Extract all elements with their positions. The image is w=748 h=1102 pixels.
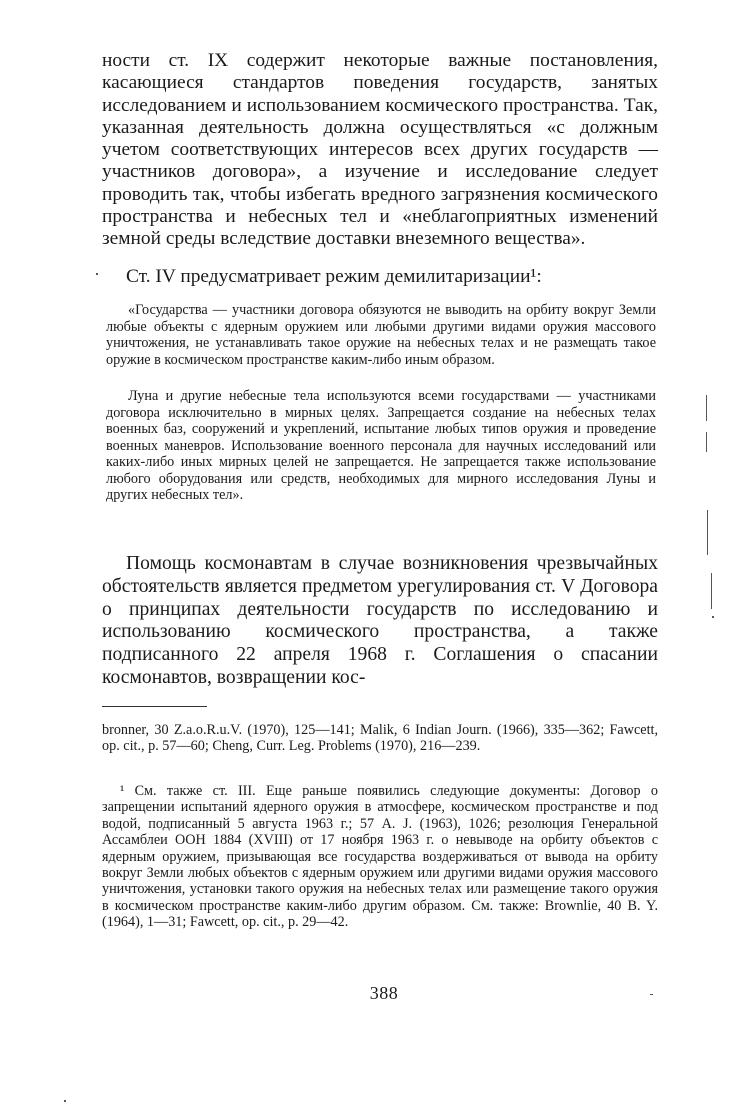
footnote-separator bbox=[102, 706, 207, 707]
margin-mark bbox=[96, 273, 98, 275]
quote-text: «Государства — участники договора обязуются не выводить на орбиту вокруг Земли любые объекты с ядерным оружием или любыми другими видами оружия массового уничтожения, не устанавливать такое оружие на небесных телах и не размещать такое оружие в космическом пространстве каким-либо иным образом. bbox=[106, 302, 656, 368]
footnote-text: bronner, 30 Z.a.o.R.u.V. (1970), 125—141; Malik, 6 Indian Journ. (1966), 335—362; Fawcett, op. cit., p. 57—60; Cheng, Curr. Leg. Problems (1970), 216—239. bbox=[102, 722, 658, 755]
paragraph-text: Ст. IV предусматривает режим демилитаризации¹: bbox=[126, 266, 542, 287]
margin-mark bbox=[707, 510, 708, 555]
paragraph-text: ности ст. IX содержит некоторые важные постановления, касающиеся стандартов поведения государств, занятых исследованием и использованием космического пространства. Так, указанная деятельность должна осуществляться «с должным учетом соответствующих интересов всех других государств — участников договора», а изучение и исследование следует проводить так, чтобы избегать вредного загрязнения космического пространства и небесных тел и «неблагоприятных изменений земной среды вследствие доставки внеземного вещества». bbox=[102, 50, 658, 250]
block-quote-2 bbox=[106, 388, 656, 504]
body-paragraph-2 bbox=[102, 266, 658, 288]
quote-text: Луна и другие небесные тела используются всеми государствами — участниками договора исключительно в мирных целях. Запрещается создание на небесных телах военных баз, сооружений и укреплений, испытание любых типов оружия и проведение военных маневров. Использование военного персонала для научных исследований или каких-либо иных мирных целей не запрещается. Не запрещается также использование любого оборудования или средств, необходимых для мирного исследования Луны и других небесных тел». bbox=[106, 388, 656, 503]
margin-mark bbox=[706, 395, 707, 421]
margin-mark bbox=[650, 994, 653, 995]
body-paragraph-1 bbox=[102, 50, 658, 251]
page-number: 388 bbox=[369, 983, 399, 1003]
margin-mark bbox=[711, 573, 712, 609]
paragraph-text: Помощь космонавтам в случае возникновения чрезвычайных обстоятельств является предметом урегулирования ст. V Договора о принципах деятельности государств по исследованию и использованию космического пространства, а также подписанного 22 апреля 1968 г. Соглашения о спасании космонавтов, возвращении кос- bbox=[102, 553, 658, 688]
footnote-text: ¹ См. также ст. III. Еще раньше появились следующие документы: Договор о запрещении испытаний ядерного оружия в атмосфере, космическом пространстве и под водой, подписанный 5 августа 1963 г.; 57 A. J. (1963), 1026; резолюция Генеральной Ассамблеи ООН 1884 (XVIII) от 17 ноября 1963 г. о невыводе на орбиту объектов с ядерным оружием, призывающая все государства воздерживаться от вывода на орбиту вокруг Земли любых объектов с ядерным оружием или другими видами оружия массового уничтожения, установки такого оружия на небесных телах или размещение такого оружия в космическом пространстве каким-либо другим образом. См. также: Brownlie, 40 B. Y. (1964), 1—31; Fawcett, op. cit., p. 29—42. bbox=[102, 783, 658, 931]
margin-mark bbox=[712, 616, 714, 618]
body-paragraph-3 bbox=[102, 553, 658, 690]
footnote-1 bbox=[102, 783, 658, 931]
margin-mark bbox=[706, 432, 707, 452]
block-quote-1 bbox=[106, 302, 656, 368]
footnote-continuation bbox=[102, 722, 658, 755]
